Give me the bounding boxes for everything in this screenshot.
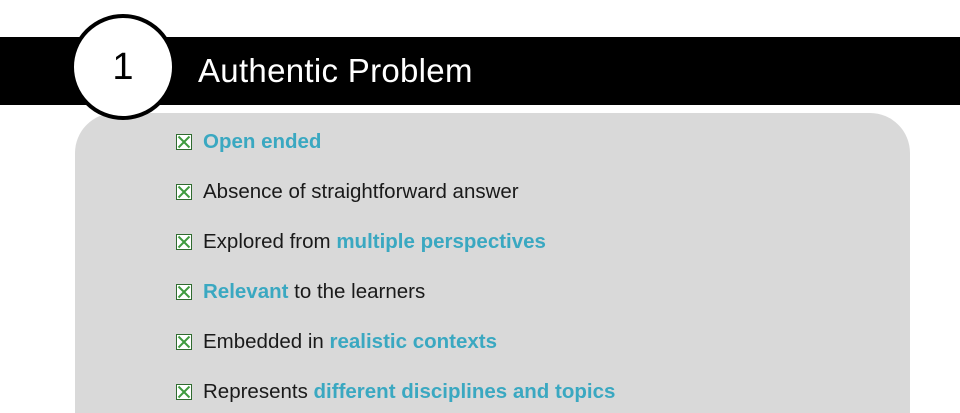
- highlighted-text: multiple perspectives: [336, 230, 546, 253]
- list-item-label: [203, 278, 425, 306]
- list-item: [176, 228, 896, 278]
- list-item-label: [203, 128, 321, 156]
- list-item-label: [203, 178, 519, 206]
- green-x-box-icon: [176, 384, 192, 400]
- plain-text: to the learners: [288, 280, 426, 303]
- slide-number-badge: [70, 14, 176, 120]
- list-item-label: [203, 228, 546, 256]
- plain-text: Represents: [203, 380, 314, 403]
- highlighted-text: different disciplines and topics: [313, 380, 616, 403]
- green-x-box-icon: [176, 184, 192, 200]
- list-item-label: [203, 378, 615, 406]
- list-item: [176, 128, 896, 178]
- slide-number-text: 1: [112, 46, 134, 88]
- plain-text: Explored from: [203, 230, 337, 253]
- list-item: [176, 378, 896, 413]
- list-item: [176, 278, 896, 328]
- green-x-box-icon: [176, 284, 192, 300]
- green-x-box-icon: [176, 334, 192, 350]
- slide-title: Authentic Problem: [198, 52, 473, 89]
- highlighted-text: Relevant: [203, 280, 289, 303]
- bullet-list: [176, 128, 896, 413]
- highlighted-text: Open ended: [203, 130, 322, 153]
- plain-text: Embedded in: [203, 330, 330, 353]
- highlighted-text: realistic contexts: [329, 330, 498, 353]
- list-item-label: [203, 328, 497, 356]
- list-item: [176, 178, 896, 228]
- green-x-box-icon: [176, 234, 192, 250]
- green-x-box-icon: [176, 134, 192, 150]
- list-item: [176, 328, 896, 378]
- plain-text: Absence of straightforward answer: [203, 180, 519, 203]
